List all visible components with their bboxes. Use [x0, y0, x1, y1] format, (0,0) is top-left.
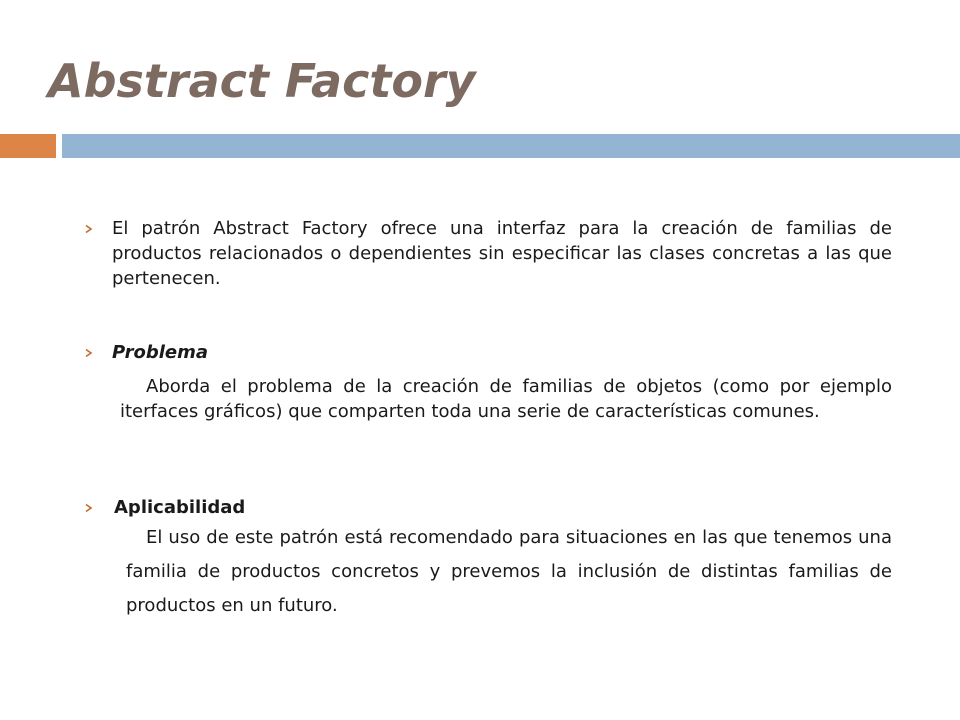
slide-title: Abstract Factory	[48, 54, 476, 108]
problema-heading: Problema	[112, 342, 209, 363]
accent-bar-blue	[62, 134, 960, 158]
bullet-aplicabilidad	[84, 495, 892, 520]
aplicabilidad-heading: Aplicabilidad	[114, 497, 246, 518]
bullet-intro	[84, 216, 892, 291]
arrow-bullet-icon	[84, 503, 94, 513]
arrow-bullet-icon	[84, 348, 94, 358]
accent-bar-orange	[0, 134, 56, 158]
arrow-bullet-icon	[84, 224, 94, 234]
problema-text: Aborda el problema de la creación de familias de objetos (como por ejemplo iterfaces gráficos) que comparten toda una serie de características comunes.	[120, 376, 892, 422]
intro-text: El patrón Abstract Factory ofrece una interfaz para la creación de familias de productos relacionados o dependientes sin especificar las clases concretas a las que pertenecen.	[112, 218, 892, 289]
bullet-problema	[84, 340, 892, 365]
aplicabilidad-text: El uso de este patrón está recomendado para situaciones en las que tenemos una familia de productos concretos y prevemos la inclusión de distintas familias de productos en un futuro.	[126, 527, 892, 616]
